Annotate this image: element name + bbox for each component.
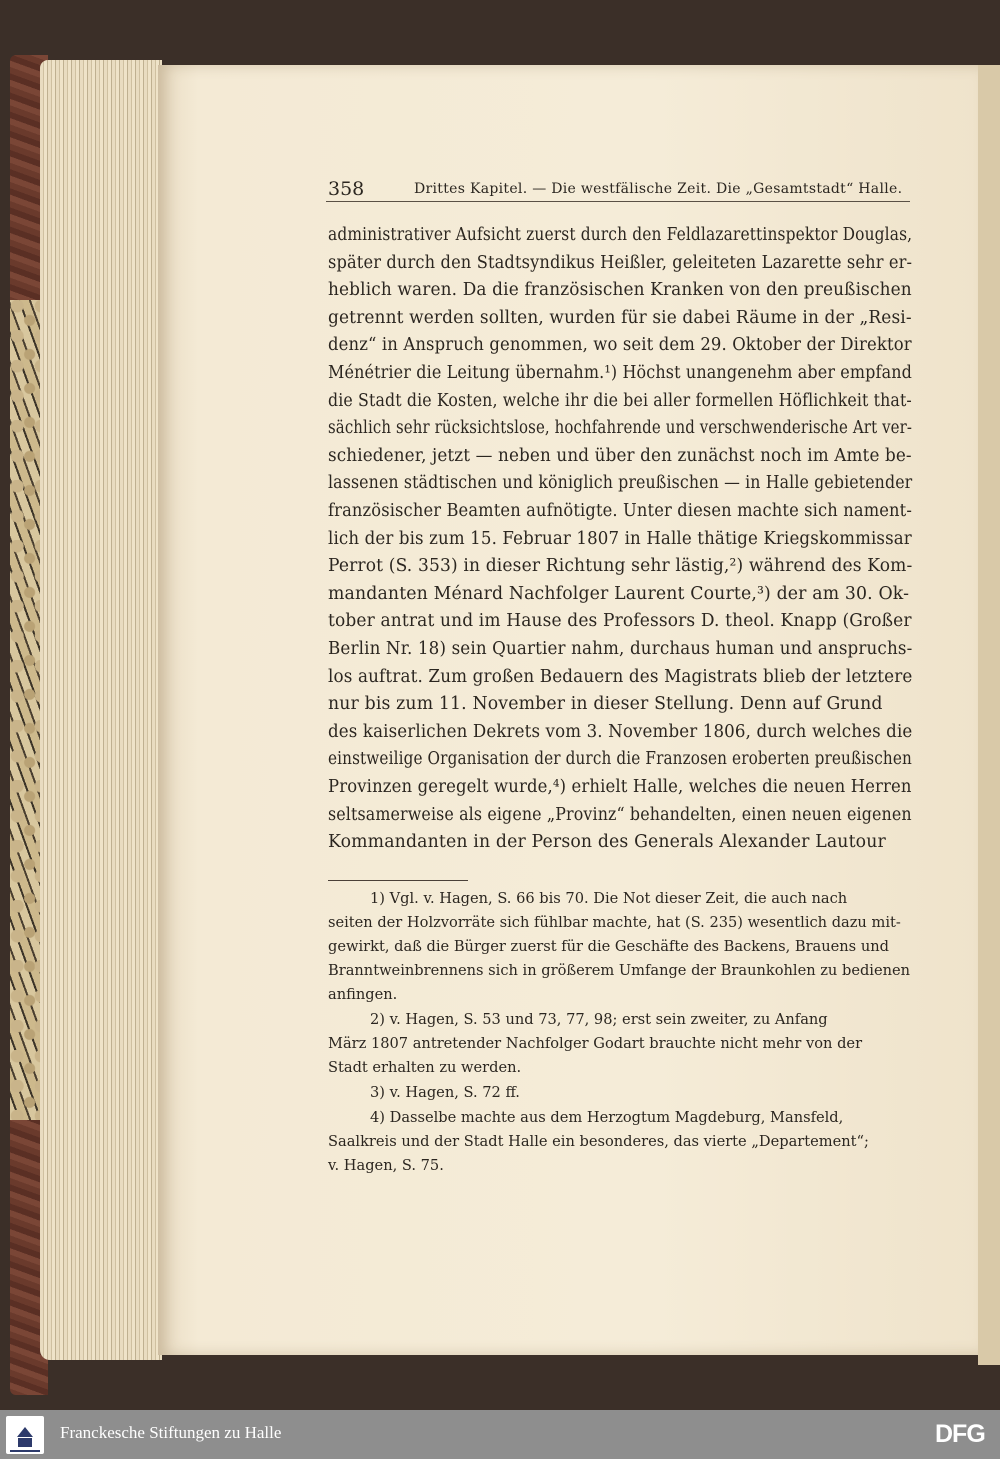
body-line: getrennt werden sollten, wurden für sie dabei Räume in der „Resi- xyxy=(328,307,912,328)
body-line: Provinzen geregelt wurde,⁴) erhielt Halle, welches die neuen Herren xyxy=(328,777,912,797)
footnote-line: 4) Dasselbe machte aus dem Herzogtum Magdeburg, Mansfeld, xyxy=(370,1109,844,1126)
body-line: sächlich sehr rücksichtslose, hochfahrende und verschwenderische Art ver- xyxy=(328,418,913,439)
footnote-line: anfingen. xyxy=(328,986,398,1003)
footnote-line: 2) v. Hagen, S. 53 und 73, 77, 98; erst sein zweiter, zu Anfang xyxy=(370,1011,828,1028)
body-line: denz“ in Anspruch genommen, wo seit dem 29. Oktober der Direktor xyxy=(328,335,912,356)
body-line: nur bis zum 11. November in dieser Stellung. Denn auf Grund xyxy=(328,694,883,715)
body-line: administrativer Aufsicht zuerst durch den Feldlazarettinspektor Douglas, xyxy=(328,225,913,245)
body-line: Ménétrier die Leitung übernahm.¹) Höchst unangenehm aber empfand xyxy=(328,363,913,383)
body-line: schiedener, jetzt — neben und über den zunächst noch im Amte be- xyxy=(328,445,912,466)
body-line: heblich waren. Da die französischen Kranken von den preußischen xyxy=(328,280,912,301)
footnote-line: v. Hagen, S. 75. xyxy=(328,1157,444,1174)
footnote-line: 1) Vgl. v. Hagen, S. 66 bis 70. Die Not dieser Zeit, die auch nach xyxy=(370,890,848,907)
running-header xyxy=(328,178,910,202)
body-line: Kommandanten in der Person des Generals Alexander Lautour xyxy=(328,832,886,853)
franckesche-stiftungen-logo-icon[interactable] xyxy=(6,1416,44,1454)
body-line: los auftrat. Zum großen Bedauern des Magistrats blieb der letztere xyxy=(328,666,913,687)
body-line: später durch den Stadtsyndikus Heißler, geleiteten Lazarette sehr er- xyxy=(328,252,913,273)
body-line: des kaiserlichen Dekrets vom 3. November 1806, durch welches die xyxy=(328,721,913,742)
page-number: 358 xyxy=(328,178,365,200)
body-line: tober antrat und im Hause des Professors D. theol. Knapp (Großer xyxy=(328,611,912,632)
footnote-rule xyxy=(328,880,468,881)
body-line: lich der bis zum 15. Februar 1807 in Halle thätige Kriegskommissar xyxy=(328,528,912,549)
body-line: lassenen städtischen und königlich preußischen — in Halle gebietender xyxy=(328,473,913,494)
body-line: Perrot (S. 353) in dieser Richtung sehr lästig,²) während des Kom- xyxy=(328,556,913,577)
body-line: die Stadt die Kosten, welche ihr die bei aller formellen Höflichkeit that- xyxy=(328,390,912,411)
page-right-edge xyxy=(978,65,1000,1365)
footnote-line: 3) v. Hagen, S. 72 ff. xyxy=(370,1084,520,1101)
body-line: mandanten Ménard Nachfolger Laurent Courte,³) der am 30. Ok- xyxy=(328,583,910,604)
body-line: französischer Beamten aufnötigte. Unter diesen machte sich nament- xyxy=(328,501,912,521)
page-paper xyxy=(158,65,980,1355)
page-block-edges xyxy=(40,60,162,1360)
running-title: Drittes Kapitel. — Die westfälische Zeit. Die „Gesamtstadt“ Halle. xyxy=(414,181,903,197)
body-line: einstweilige Organisation der durch die Franzosen eroberten preußischen xyxy=(328,749,912,770)
footer-title[interactable]: Franckesche Stiftungen zu Halle xyxy=(60,1423,282,1442)
footnote-line: seiten der Holzvorräte sich fühlbar machte, hat (S. 235) wesentlich dazu mit- xyxy=(328,914,901,931)
body-line: Berlin Nr. 18) sein Quartier nahm, durchaus human und anspruchs- xyxy=(328,639,913,659)
footnote-line: März 1807 antretender Nachfolger Godart brauchte nicht mehr von der xyxy=(328,1035,863,1052)
footer-bar xyxy=(0,1410,1000,1459)
body-line: seltsamerweise als eigene „Provinz“ behandelten, einen neuen eigenen xyxy=(328,804,912,825)
dfg-logo[interactable]: DFG xyxy=(935,1420,985,1448)
footnote-line: Stadt erhalten zu werden. xyxy=(328,1059,522,1076)
footnote-line: gewirkt, daß die Bürger zuerst für die Geschäfte des Backens, Brauens und xyxy=(328,938,889,955)
footnote-line: Branntweinbrennens sich in größerem Umfange der Braunkohlen zu bedienen xyxy=(328,962,911,979)
footnote-line: Saalkreis und der Stadt Halle ein besonderes, das vierte „Departement“; xyxy=(328,1133,869,1150)
header-rule xyxy=(326,201,910,202)
